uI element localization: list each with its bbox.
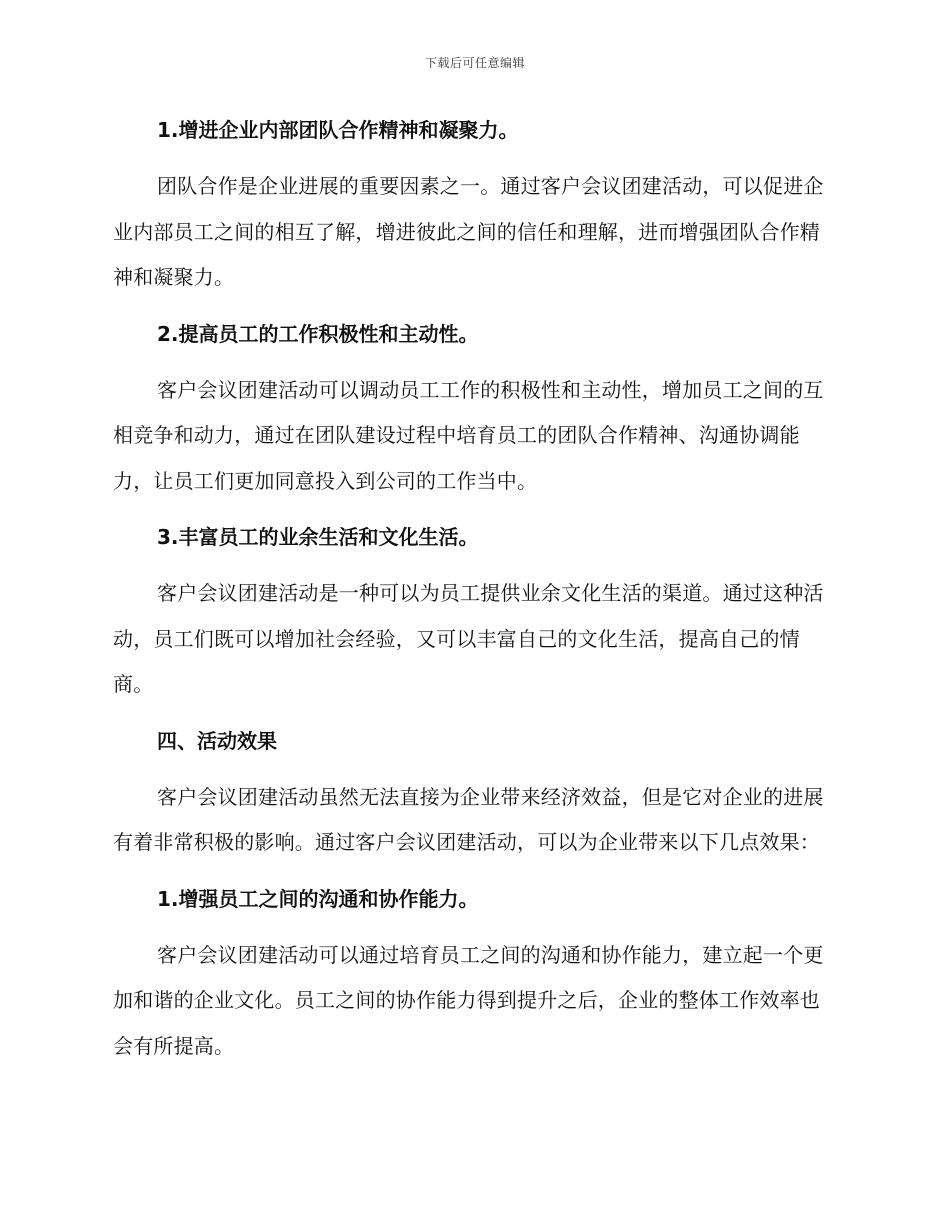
paragraph: 客户会议团建活动可以通过培育员工之间的沟通和协作能力，建立起一个更加和谐的企业文化。员工之间的协作能力得到提升之后，企业的整体工作效率也会有所提高。 (113, 942, 824, 1058)
section-heading: 3.丰富员工的业余生活和文化生活。 (157, 525, 479, 549)
paragraph: 客户会议团建活动可以调动员工工作的积极性和主动性，增加员工之间的互相竞争和动力，通过在团队建设过程中培育员工的团队合作精神、沟通协调能力，让员工们更加同意投入到公司的工作当中。 (113, 377, 824, 493)
page-header: 下载后可任意编辑 (424, 56, 525, 70)
section-heading: 1.增强员工之间的沟通和协作能力。 (157, 886, 479, 911)
paragraph: 客户会议团建活动是一种可以为员工提供业余文化生活的渠道。通过这种活动，员工们既可以增加社会经验，又可以丰富自己的文化生活，提高自己的情商。 (113, 581, 824, 696)
paragraph: 团队合作是企业进展的重要因素之一。通过客户会议团建活动，可以促进企业内部员工之间的相互了解，增进彼此之间的信任和理解，进而增强团队合作精神和凝聚力。 (113, 174, 824, 289)
section-heading: 1.增进企业内部团队合作精神和凝聚力。 (157, 118, 519, 142)
paragraph: 客户会议团建活动虽然无法直接为企业带来经济效益，但是它对企业的进展有着非常积极的影响。通过客户会议团建活动，可以为企业带来以下几点效果： (113, 784, 824, 854)
document-body (113, 112, 833, 1084)
section-heading: 四、活动效果 (157, 728, 277, 753)
section-heading: 2.提高员工的工作积极性和主动性。 (157, 321, 479, 346)
